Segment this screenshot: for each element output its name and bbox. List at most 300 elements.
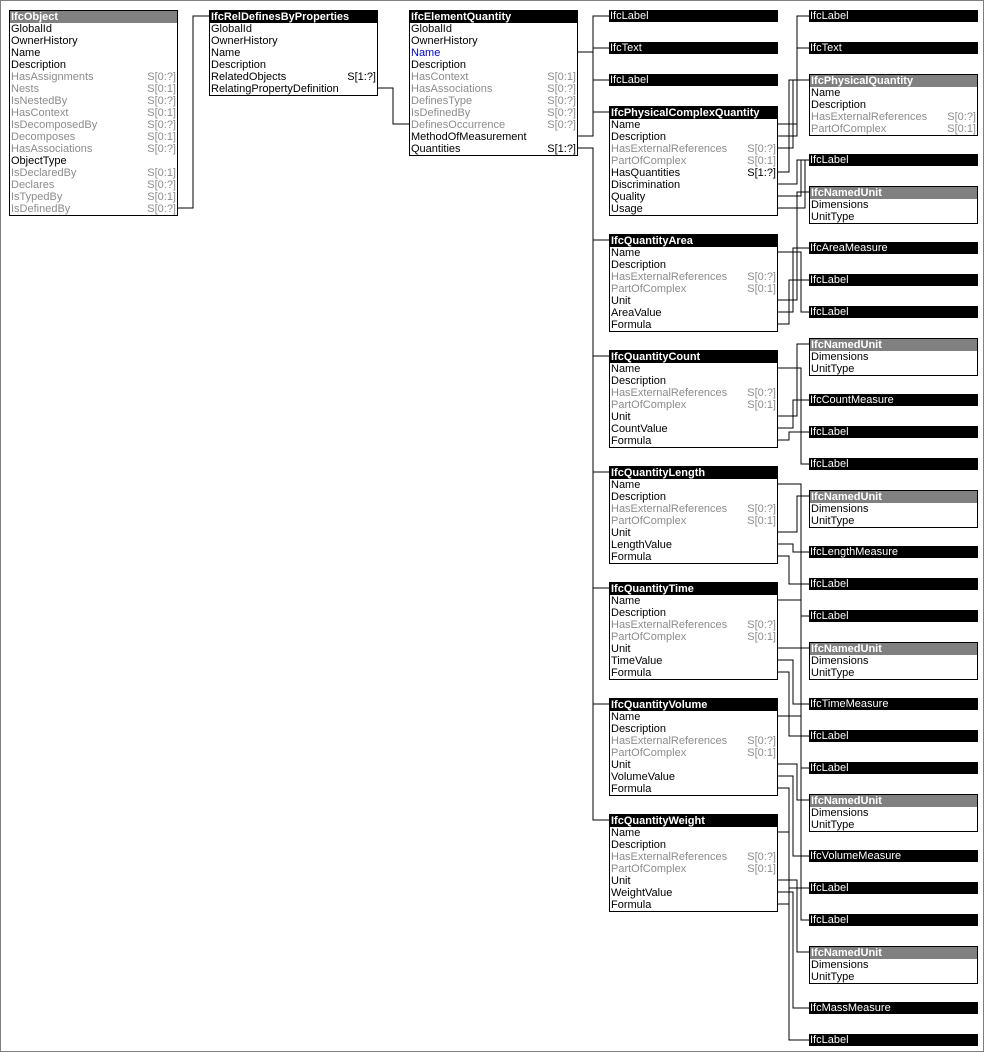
attribute-row[interactable] (810, 123, 977, 135)
attribute-name: Name (211, 47, 241, 59)
attribute-cardinality: S[0:?] (147, 179, 176, 191)
attribute-row[interactable] (610, 851, 777, 863)
attribute-name: OwnerHistory (211, 35, 278, 47)
attribute-name: VolumeValue (611, 771, 676, 783)
attribute-name: PartOfComplex (611, 155, 687, 167)
attribute-row[interactable] (610, 643, 777, 655)
attribute-name: UnitType (811, 515, 855, 527)
attribute-row[interactable] (610, 539, 777, 551)
attribute-name: Formula (611, 783, 652, 795)
attribute-row[interactable] (210, 35, 377, 47)
wire-name-text (578, 48, 609, 52)
attribute-cardinality: S[0:?] (147, 71, 176, 83)
wire-attribute-type (778, 660, 809, 704)
attribute-name: IsNestedBy (11, 95, 68, 107)
attribute-name: TimeValue (611, 655, 663, 667)
attribute-row[interactable] (610, 711, 777, 723)
entity-title[interactable]: IfcRelDefinesByProperties (210, 11, 377, 23)
attribute-cardinality: S[0:?] (547, 95, 576, 107)
entity-title[interactable]: IfcNamedUnit (810, 795, 977, 807)
attribute-row[interactable] (610, 435, 777, 447)
entity-ifc-named-unit[interactable] (809, 946, 978, 984)
attribute-cardinality: S[0:1] (747, 399, 776, 411)
attribute-cardinality: S[0:?] (147, 95, 176, 107)
attribute-name: Usage (611, 203, 643, 215)
attribute-row[interactable] (810, 807, 977, 819)
entity-ifc-rel-defines-by-properties[interactable] (209, 10, 378, 96)
attribute-row[interactable] (410, 83, 577, 95)
attribute-row[interactable] (810, 363, 977, 375)
attribute-name: HasAssignments (11, 71, 94, 83)
entity-title[interactable]: IfcLabel (809, 426, 978, 438)
entity-ifc-physical-complex-quantity[interactable] (609, 106, 778, 216)
attribute-name: Name (611, 827, 641, 839)
attribute-row[interactable] (610, 515, 777, 527)
attribute-name: Description (411, 59, 467, 71)
attribute-cardinality: S[0:?] (147, 143, 176, 155)
attribute-name: Nests (11, 83, 40, 95)
attribute-name: Description (611, 723, 667, 735)
entity-ifc-text[interactable] (609, 42, 778, 54)
entity-title[interactable]: IfcMassMeasure (809, 1002, 978, 1014)
attribute-row[interactable] (610, 667, 777, 679)
attribute-row[interactable] (810, 959, 977, 971)
attribute-row[interactable] (610, 155, 777, 167)
attribute-cardinality: S[0:?] (747, 387, 776, 399)
entity-ifc-named-unit[interactable] (809, 490, 978, 528)
attribute-cardinality: S[0:?] (747, 735, 776, 747)
attribute-name: HasExternalReferences (611, 387, 728, 399)
attribute-row[interactable] (10, 47, 177, 59)
attribute-name: Quality (611, 191, 646, 203)
attribute-cardinality: S[0:?] (547, 83, 576, 95)
attribute-row[interactable] (210, 59, 377, 71)
wire-method-label (578, 16, 609, 136)
wire-attribute-type (778, 400, 809, 428)
attribute-name: IsDecomposedBy (11, 119, 98, 131)
attribute-name: Decomposes (11, 131, 76, 143)
entity-ifc-count-measure[interactable] (809, 394, 978, 406)
entity-ifc-element-quantity[interactable] (409, 10, 578, 156)
entity-ifc-label[interactable] (809, 610, 978, 622)
attribute-name: PartOfComplex (611, 863, 687, 875)
entity-ifc-label[interactable] (809, 274, 978, 286)
attribute-name: PartOfComplex (611, 747, 687, 759)
entity-title[interactable]: IfcNamedUnit (810, 491, 977, 503)
attribute-cardinality: S[0:?] (147, 203, 176, 215)
entity-title[interactable]: IfcLabel (809, 1034, 978, 1046)
attribute-row[interactable] (610, 747, 777, 759)
attribute-row[interactable] (610, 607, 777, 619)
entity-ifc-label[interactable] (809, 730, 978, 742)
attribute-row[interactable] (10, 83, 177, 95)
attribute-name: HasExternalReferences (811, 111, 928, 123)
attribute-row[interactable] (210, 23, 377, 35)
entity-title[interactable]: IfcCountMeasure (809, 394, 978, 406)
attribute-row[interactable] (10, 71, 177, 83)
attribute-row[interactable] (610, 399, 777, 411)
attribute-row[interactable] (810, 351, 977, 363)
entity-ifc-named-unit[interactable] (809, 186, 978, 224)
attribute-row[interactable] (610, 375, 777, 387)
attribute-row[interactable] (810, 503, 977, 515)
entity-title[interactable]: IfcLabel (809, 458, 978, 470)
entity-title[interactable]: IfcQuantityArea (610, 235, 777, 247)
attribute-name: Description (211, 59, 267, 71)
attribute-row[interactable] (610, 619, 777, 631)
attribute-row[interactable] (810, 667, 977, 679)
entity-ifc-label[interactable] (809, 306, 978, 318)
attribute-row[interactable] (610, 307, 777, 319)
entity-title[interactable]: IfcQuantityWeight (610, 815, 777, 827)
attribute-row[interactable] (410, 59, 577, 71)
wire-attribute-type (778, 80, 809, 148)
entity-ifc-mass-measure[interactable] (809, 1002, 978, 1014)
attribute-cardinality: S[1:?] (547, 143, 576, 155)
attribute-row[interactable] (410, 71, 577, 83)
attribute-row[interactable] (810, 99, 977, 111)
entity-ifc-label[interactable] (809, 1034, 978, 1046)
attribute-name: DefinesType (411, 95, 473, 107)
attribute-row[interactable] (410, 47, 577, 59)
entity-title[interactable]: IfcLabel (809, 10, 978, 22)
attribute-name: OwnerHistory (11, 35, 78, 47)
attribute-name: Dimensions (811, 503, 869, 515)
attribute-name: Description (611, 259, 667, 271)
entity-title[interactable]: IfcQuantityTime (610, 583, 777, 595)
attribute-cardinality: S[0:1] (147, 167, 176, 179)
entity-ifc-physical-quantity[interactable] (809, 74, 978, 136)
attribute-name: RelatedObjects (211, 71, 287, 83)
attribute-row[interactable] (610, 759, 777, 771)
attribute-row[interactable] (10, 179, 177, 191)
attribute-row[interactable] (10, 35, 177, 47)
entity-title[interactable]: IfcLabel (809, 154, 978, 166)
attribute-row[interactable] (610, 259, 777, 271)
attribute-name: Description (611, 491, 667, 503)
attribute-row[interactable] (610, 527, 777, 539)
attribute-row[interactable] (10, 203, 177, 215)
attribute-cardinality: S[0:1] (747, 515, 776, 527)
attribute-row[interactable] (10, 95, 177, 107)
attribute-name: HasAssociations (411, 83, 493, 95)
attribute-row[interactable] (610, 735, 777, 747)
entity-ifc-quantity-count[interactable] (609, 350, 778, 448)
entity-title[interactable]: IfcVolumeMeasure (809, 850, 978, 862)
attribute-cardinality: S[0:1] (747, 283, 776, 295)
attribute-name: HasExternalReferences (611, 503, 728, 515)
attribute-row[interactable] (10, 155, 177, 167)
attribute-cardinality: S[0:1] (747, 747, 776, 759)
entity-title[interactable]: IfcLengthMeasure (809, 546, 978, 558)
entity-ifc-label[interactable] (809, 10, 978, 22)
entity-ifc-label[interactable] (809, 762, 978, 774)
attribute-name: Name (611, 363, 641, 375)
attribute-row[interactable] (10, 119, 177, 131)
attribute-row[interactable] (610, 771, 777, 783)
attribute-name: MethodOfMeasurement (411, 131, 527, 143)
entity-title[interactable]: IfcLabel (809, 730, 978, 742)
attribute-row[interactable] (410, 23, 577, 35)
attribute-name: PartOfComplex (611, 399, 687, 411)
attribute-row[interactable] (410, 119, 577, 131)
attribute-row[interactable] (610, 411, 777, 423)
attribute-name: Dimensions (811, 199, 869, 211)
attribute-name: HasExternalReferences (611, 735, 728, 747)
attribute-row[interactable] (610, 551, 777, 563)
entity-title[interactable]: IfcLabel (809, 914, 978, 926)
attribute-row[interactable] (410, 143, 577, 155)
wire-isdefinedby (178, 16, 209, 208)
attribute-row[interactable] (810, 111, 977, 123)
attribute-cardinality: S[0:1] (147, 107, 176, 119)
attribute-name: ObjectType (11, 155, 67, 167)
attribute-row[interactable] (810, 971, 977, 983)
attribute-cardinality: S[0:1] (747, 863, 776, 875)
attribute-name: HasExternalReferences (611, 271, 728, 283)
entity-ifc-quantity-weight[interactable] (609, 814, 778, 912)
attribute-name: IsDefinedBy (411, 107, 471, 119)
attribute-row[interactable] (810, 655, 977, 667)
attribute-row[interactable] (10, 167, 177, 179)
attribute-row[interactable] (610, 271, 777, 283)
attribute-row[interactable] (210, 71, 377, 83)
entity-ifc-text[interactable] (809, 42, 978, 54)
entity-title[interactable]: IfcQuantityLength (610, 467, 777, 479)
attribute-row[interactable] (10, 191, 177, 203)
attribute-name: GlobalId (411, 23, 452, 35)
attribute-row[interactable] (610, 827, 777, 839)
attribute-name: Formula (611, 435, 652, 447)
attribute-row[interactable] (610, 119, 777, 131)
entity-title[interactable]: IfcLabel (809, 762, 978, 774)
entity-ifc-label[interactable] (809, 578, 978, 590)
attribute-row[interactable] (810, 819, 977, 831)
attribute-name: Formula (611, 319, 652, 331)
attribute-name: HasExternalReferences (611, 143, 728, 155)
entity-title[interactable]: IfcLabel (809, 610, 978, 622)
attribute-name: IsTypedBy (11, 191, 63, 203)
entity-ifc-length-measure[interactable] (809, 546, 978, 558)
attribute-name: RelatingPropertyDefinition (211, 83, 339, 95)
entity-title[interactable]: IfcQuantityCount (610, 351, 777, 363)
attribute-name: Formula (611, 899, 652, 911)
entity-title[interactable]: IfcLabel (809, 306, 978, 318)
attribute-name: HasContext (411, 71, 469, 83)
attribute-cardinality: S[0:?] (547, 107, 576, 119)
attribute-row[interactable] (210, 83, 377, 95)
attribute-row[interactable] (610, 887, 777, 899)
entity-ifc-quantity-area[interactable] (609, 234, 778, 332)
attribute-row[interactable] (610, 247, 777, 259)
attribute-name: HasQuantities (611, 167, 681, 179)
entity-title[interactable]: IfcNamedUnit (810, 187, 977, 199)
attribute-cardinality: S[1:?] (747, 167, 776, 179)
entity-ifc-quantity-time[interactable] (609, 582, 778, 680)
entity-ifc-label[interactable] (609, 10, 778, 22)
attribute-name: Declares (11, 179, 55, 191)
wire-attribute-type (778, 160, 809, 196)
attribute-cardinality: S[1:?] (347, 71, 376, 83)
entity-title[interactable]: IfcLabel (809, 274, 978, 286)
attribute-name: PartOfComplex (811, 123, 887, 135)
attribute-name: Description (11, 59, 67, 71)
entity-title[interactable]: IfcLabel (609, 10, 778, 22)
attribute-cardinality: S[0:1] (547, 71, 576, 83)
attribute-row[interactable] (610, 167, 777, 179)
attribute-row[interactable] (210, 47, 377, 59)
attribute-name: UnitType (811, 819, 855, 831)
entity-title[interactable]: IfcNamedUnit (810, 947, 977, 959)
attribute-row[interactable] (610, 503, 777, 515)
attribute-row[interactable] (810, 515, 977, 527)
attribute-row[interactable] (610, 899, 777, 911)
attribute-row[interactable] (810, 87, 977, 99)
attribute-name: PartOfComplex (611, 283, 687, 295)
attribute-row[interactable] (610, 319, 777, 331)
attribute-name: Name (611, 119, 641, 131)
attribute-name: Name (611, 247, 641, 259)
attribute-row[interactable] (410, 95, 577, 107)
attribute-name: OwnerHistory (411, 35, 478, 47)
attribute-name: Description (811, 99, 867, 111)
attribute-name: Name (11, 47, 41, 59)
attribute-row[interactable] (810, 199, 977, 211)
attribute-row[interactable] (610, 631, 777, 643)
entity-title[interactable]: IfcQuantityVolume (610, 699, 777, 711)
attribute-row[interactable] (610, 595, 777, 607)
attribute-row[interactable] (610, 283, 777, 295)
attribute-name: Unit (611, 295, 631, 307)
entity-ifc-volume-measure[interactable] (809, 850, 978, 862)
attribute-row[interactable] (610, 479, 777, 491)
attribute-row[interactable] (10, 131, 177, 143)
attribute-cardinality: S[0:?] (547, 119, 576, 131)
attribute-name: Description (611, 131, 667, 143)
attribute-row[interactable] (610, 203, 777, 215)
entity-title[interactable]: IfcPhysicalComplexQuantity (610, 107, 777, 119)
entity-ifc-quantity-volume[interactable] (609, 698, 778, 796)
attribute-name: DefinesOccurrence (411, 119, 506, 131)
entity-ifc-label[interactable] (609, 74, 778, 86)
attribute-cardinality: S[0:1] (147, 131, 176, 143)
entity-title[interactable]: IfcLabel (809, 578, 978, 590)
entity-title[interactable]: IfcObject (10, 11, 177, 23)
entity-ifc-object[interactable] (9, 10, 178, 216)
attribute-name: Name (811, 87, 841, 99)
entity-ifc-time-measure[interactable] (809, 698, 978, 710)
attribute-name: Description (611, 839, 667, 851)
attribute-row[interactable] (610, 387, 777, 399)
attribute-name: PartOfComplex (611, 515, 687, 527)
attribute-row[interactable] (10, 59, 177, 71)
entity-title[interactable]: IfcAreaMeasure (809, 242, 978, 254)
entity-title[interactable]: IfcLabel (809, 882, 978, 894)
attribute-row[interactable] (610, 191, 777, 203)
entity-ifc-label[interactable] (809, 914, 978, 926)
entity-title[interactable]: IfcText (809, 42, 978, 54)
entity-ifc-label[interactable] (809, 426, 978, 438)
entity-ifc-label[interactable] (809, 154, 978, 166)
attribute-row[interactable] (610, 723, 777, 735)
entity-ifc-label[interactable] (809, 882, 978, 894)
attribute-name: Name (611, 711, 641, 723)
attribute-name: AreaValue (611, 307, 662, 319)
attribute-name: HasExternalReferences (611, 851, 728, 863)
entity-ifc-named-unit[interactable] (809, 338, 978, 376)
attribute-row[interactable] (610, 131, 777, 143)
attribute-name: HasExternalReferences (611, 619, 728, 631)
attribute-name: Dimensions (811, 807, 869, 819)
entity-ifc-named-unit[interactable] (809, 794, 978, 832)
attribute-cardinality: S[0:1] (747, 155, 776, 167)
attribute-cardinality: S[0:?] (747, 503, 776, 515)
attribute-cardinality: S[0:?] (147, 119, 176, 131)
attribute-row[interactable] (10, 107, 177, 119)
entity-title[interactable]: IfcNamedUnit (810, 643, 977, 655)
attribute-row[interactable] (410, 35, 577, 47)
attribute-name: Quantities (411, 143, 461, 155)
entity-ifc-named-unit[interactable] (809, 642, 978, 680)
attribute-name: Description (611, 375, 667, 387)
attribute-row[interactable] (610, 783, 777, 795)
attribute-name: UnitType (811, 971, 855, 983)
entity-ifc-quantity-length[interactable] (609, 466, 778, 564)
attribute-name: UnitType (811, 667, 855, 679)
attribute-row[interactable] (610, 179, 777, 191)
attribute-name: WeightValue (611, 887, 673, 899)
entity-ifc-label[interactable] (809, 458, 978, 470)
attribute-row[interactable] (10, 143, 177, 155)
entity-title[interactable]: IfcText (609, 42, 778, 54)
wire-attribute-type (778, 544, 809, 552)
attribute-name: Unit (611, 643, 631, 655)
wire-attribute-type (778, 556, 809, 584)
attribute-name: LengthValue (611, 539, 672, 551)
attribute-row[interactable] (610, 863, 777, 875)
entity-title[interactable]: IfcLabel (609, 74, 778, 86)
entity-ifc-area-measure[interactable] (809, 242, 978, 254)
attribute-row[interactable] (610, 363, 777, 375)
attribute-row[interactable] (610, 655, 777, 667)
attribute-name: Discrimination (611, 179, 681, 191)
attribute-row[interactable] (610, 295, 777, 307)
attribute-row[interactable] (410, 107, 577, 119)
attribute-cardinality: S[0:1] (147, 191, 176, 203)
attribute-name: Unit (611, 875, 631, 887)
attribute-cardinality: S[0:?] (747, 143, 776, 155)
attribute-row[interactable] (610, 839, 777, 851)
attribute-name: GlobalId (11, 23, 52, 35)
entity-title[interactable]: IfcPhysicalQuantity (810, 75, 977, 87)
entity-title[interactable]: IfcElementQuantity (410, 11, 577, 23)
attribute-name: Dimensions (811, 959, 869, 971)
attribute-name: Name (611, 479, 641, 491)
attribute-row[interactable] (610, 875, 777, 887)
entity-title[interactable]: IfcTimeMeasure (809, 698, 978, 710)
entity-title[interactable]: IfcNamedUnit (810, 339, 977, 351)
attribute-cardinality: S[0:?] (747, 271, 776, 283)
attribute-row[interactable] (410, 131, 577, 143)
attribute-row[interactable] (810, 211, 977, 223)
attribute-row[interactable] (10, 23, 177, 35)
attribute-row[interactable] (610, 423, 777, 435)
attribute-name: Name (411, 47, 441, 59)
attribute-row[interactable] (610, 491, 777, 503)
attribute-name: UnitType (811, 211, 855, 223)
attribute-row[interactable] (610, 143, 777, 155)
attribute-name: UnitType (811, 363, 855, 375)
